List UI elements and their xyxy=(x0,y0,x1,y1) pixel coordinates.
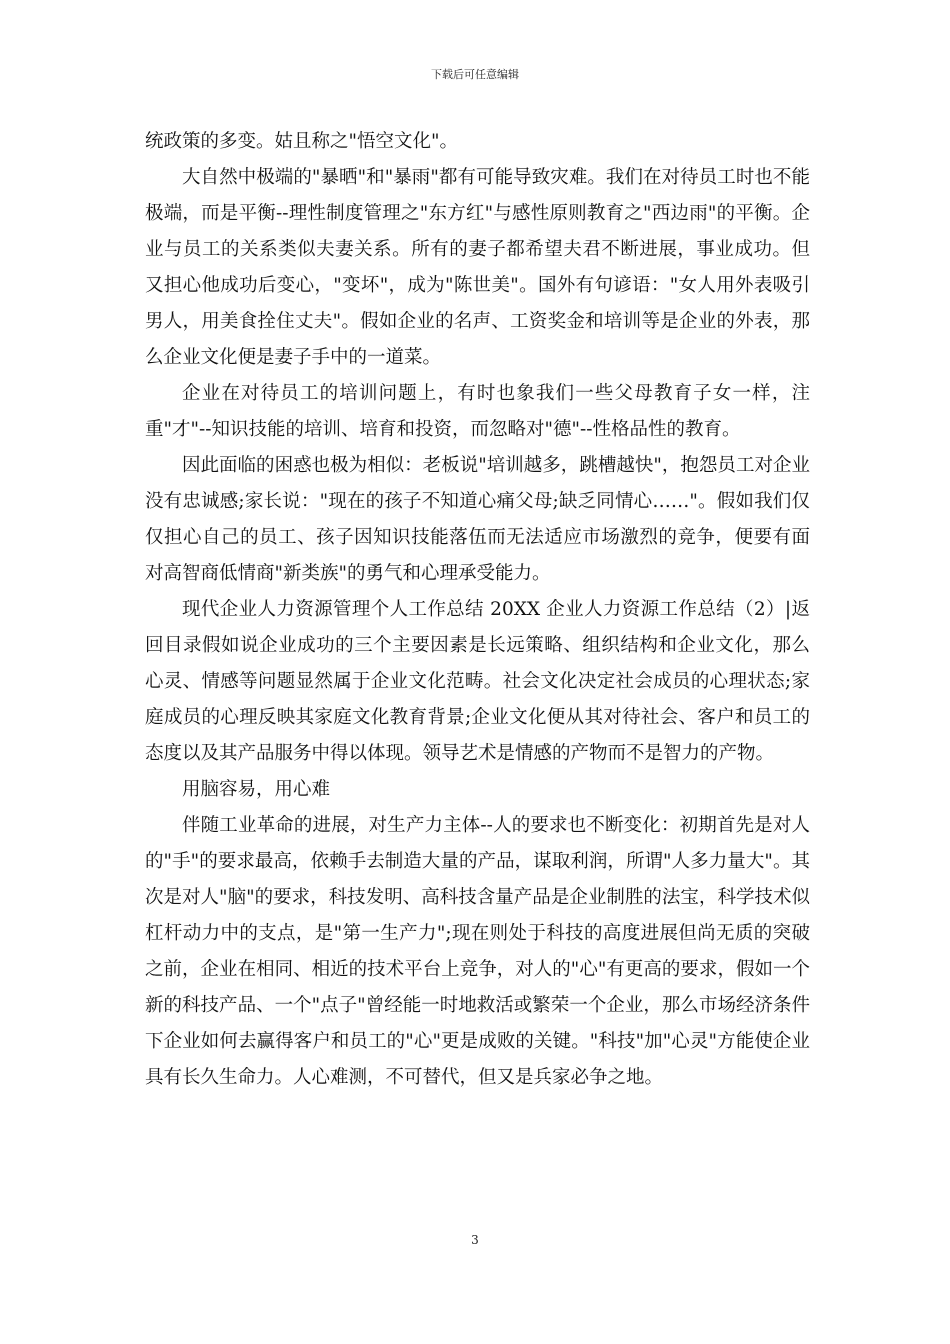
page-header: 下载后可任意编辑 xyxy=(431,68,519,81)
section-heading: 用脑容易，用心难 xyxy=(182,779,331,800)
page-number: 3 xyxy=(471,1233,479,1247)
paragraph: 企业在对待员工的培训问题上，有时也象我们一些父母教育子女一样，注重"才"--知识技能的培训、培育和投资，而忽略对"德"--性格品性的教育。 xyxy=(145,383,810,440)
paragraph: 伴随工业革命的进展，对生产力主体--人的要求也不断变化：初期首先是对人的"手"的要求最高，依赖手去制造大量的产品，谋取利润，所谓"人多力量大"。其次是对人"脑"的要求，科技发明、高科技含量产品是企业制胜的法宝，科学技术似杠杆动力中的支点，是"第一生产力";现在则处于科技的高度进展但尚无质的突破之前，企业在相同、相近的技术平台上竞争，对人的"心"有更高的要求，假如一个新的科技产品、一个"点子"曾经能一时地救活或繁荣一个企业，那么市场经济条件下企业如何去赢得客户和员工的"心"更是成败的关键。"科技"加"心灵"方能使企业具有长久生命力。人心难测，不可替代，但又是兵家必争之地。 xyxy=(145,815,810,1088)
body-text xyxy=(145,124,810,1096)
paragraph: 大自然中极端的"暴晒"和"暴雨"都有可能导致灾难。我们在对待员工时也不能极端，而是平衡--理性制度管理之"东方红"与感性原则教育之"西边雨"的平衡。企业与员工的关系类似夫妻关系。所有的妻子都希望夫君不断进展，事业成功。但又担心他成功后变心，"变坏"，成为"陈世美"。国外有句谚语："女人用外表吸引男人，用美食拴住丈夫"。假如企业的名声、工资奖金和培训等是企业的外表，那么企业文化便是妻子手中的一道菜。 xyxy=(145,167,810,368)
paragraph: 统政策的多变。姑且称之"悟空文化"。 xyxy=(145,131,459,152)
paragraph: 因此面临的困惑也极为相似：老板说"培训越多，跳槽越快"，抱怨员工对企业没有忠诚感;家长说："现在的孩子不知道心痛父母;缺乏同情心……"。假如我们仅仅担心自己的员工、孩子因知识技能落伍而无法适应市场激烈的竞争，便要有面对高智商低情商"新类族"的勇气和心理承受能力。 xyxy=(145,455,810,584)
paragraph: 现代企业人力资源管理个人工作总结 20XX 企业人力资源工作总结（2）|返回目录假如说企业成功的三个主要因素是长远策略、组织结构和企业文化，那么心灵、情感等问题显然属于企业文化范畴。社会文化决定社会成员的心理状态;家庭成员的心理反映其家庭文化教育背景;企业文化便从其对待社会、客户和员工的态度以及其产品服务中得以体现。领导艺术是情感的产物而不是智力的产物。 xyxy=(145,599,810,764)
